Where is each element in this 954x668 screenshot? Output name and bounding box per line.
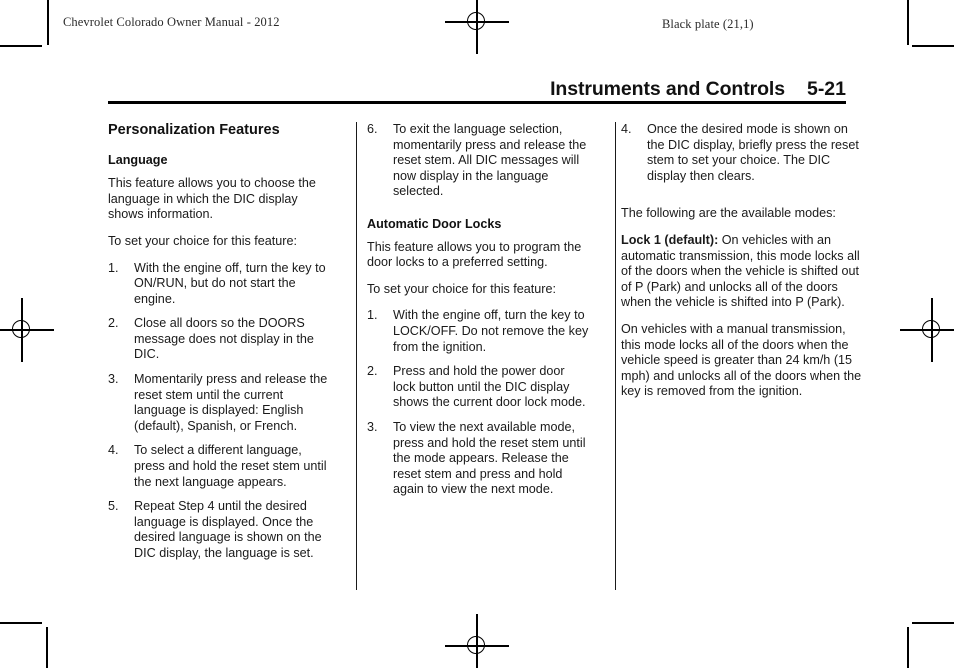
language-steps-continued-list <box>367 122 589 200</box>
list-item <box>108 372 330 434</box>
crop-mark-bottom-left-vertical <box>46 627 48 668</box>
list-item <box>367 308 589 355</box>
header-rule <box>108 101 846 104</box>
registration-mark-bottom-center <box>445 614 509 668</box>
mode-term-lock1: Lock 1 (default): <box>621 232 719 247</box>
chapter-header <box>108 78 846 101</box>
manual-transmission-note-paragraph: On vehicles with a manual transmission, this mode locks all of the doors when the vehicle speed is greater than 24 km/h (15 mph) and unlocks all of the doors when the key is removed from the ignition. <box>621 321 862 399</box>
body-columns <box>108 122 868 602</box>
list-item <box>108 261 330 308</box>
door-locks-intro-paragraph: This feature allows you to program the door locks to a preferred setting. <box>367 239 582 270</box>
list-item <box>621 122 867 184</box>
language-intro-paragraph: This feature allows you to choose the language in which the DIC display shows information. <box>108 176 316 222</box>
list-item <box>367 122 589 200</box>
step-number: 4. <box>621 122 632 136</box>
modes-lead-in-paragraph: The following are the available modes: <box>621 206 836 221</box>
language-lead-in-paragraph: To set your choice for this feature: <box>108 233 297 248</box>
chapter-title: Instruments and Controls <box>550 78 785 100</box>
list-item <box>108 443 330 490</box>
step-text: With the engine off, turn the key to LOCK/OFF. Do not remove the key from the ignition. <box>393 308 589 354</box>
mode-description-lock1: On vehicles with an automatic transmission, this mode locks all of the doors when the vehicle is shifted out of P (Park) and unlocks all of the doors when the vehicle is shifted into P (Park). <box>621 232 860 310</box>
running-head-plate-label: Black plate (21,1) <box>662 17 754 31</box>
registration-mark-right-middle <box>900 298 954 362</box>
step-text: Press and hold the power door lock button until the DIC display shows the current door lock mode. <box>393 364 586 410</box>
mode-lock1-paragraph <box>621 233 867 311</box>
door-locks-lead-in-paragraph: To set your choice for this feature: <box>367 281 556 296</box>
column-1 <box>108 122 330 573</box>
spacer <box>621 195 867 206</box>
crop-mark-top-left-vertical <box>47 0 49 45</box>
step-number: 2. <box>108 316 119 331</box>
door-locks-steps-continued-list <box>621 122 867 184</box>
list-item <box>367 364 589 411</box>
step-number: 1. <box>367 308 378 323</box>
list-item <box>108 316 330 363</box>
step-text: To view the next available mode, press and hold the reset stem until the mode appears. Release the reset stem and press and hold again to view the next mode. <box>393 420 586 497</box>
step-text: To exit the language selection, momentarily press and release the reset stem. All DIC messages will now display in the language selected. <box>393 122 587 199</box>
step-number: 3. <box>367 420 378 435</box>
language-steps-list <box>108 261 330 562</box>
step-number: 2. <box>367 364 378 379</box>
step-text: With the engine off, turn the key to ON/RUN, but do not start the engine. <box>134 260 326 306</box>
step-number: 1. <box>108 260 119 275</box>
step-text: Once the desired mode is shown on the DIC display, briefly press the reset stem to set your choice. The DIC display then clears. <box>647 122 859 183</box>
running-head-manual-title: Chevrolet Colorado Owner Manual - 2012 <box>63 15 280 29</box>
crop-mark-top-right-horizontal <box>912 45 954 47</box>
step-text: Momentarily press and release the reset stem until the current language is displayed: English (default), Spanish, or French. <box>134 372 328 433</box>
crop-mark-top-left-horizontal <box>0 45 42 47</box>
crop-mark-bottom-right-vertical <box>907 627 909 668</box>
registration-mark-top-center <box>445 0 509 54</box>
section-title-personalization-features: Personalization Features <box>108 122 280 138</box>
crop-mark-bottom-right-horizontal <box>912 622 954 624</box>
crop-mark-bottom-left-horizontal <box>0 622 42 624</box>
subsection-title-automatic-door-locks: Automatic Door Locks <box>367 216 502 231</box>
step-text: To select a different language, press and hold the reset stem until the next language appears. <box>134 443 327 489</box>
step-number: 4. <box>108 443 119 458</box>
list-item <box>367 420 589 498</box>
door-locks-steps-list <box>367 308 589 498</box>
step-number: 3. <box>108 372 119 387</box>
step-number: 6. <box>367 122 378 136</box>
subsection-title-language: Language <box>108 153 168 168</box>
step-text: Close all doors so the DOORS message does not display in the DIC. <box>134 316 314 362</box>
list-item <box>108 499 330 561</box>
registration-mark-left-middle <box>0 298 54 362</box>
column-3 <box>621 122 867 411</box>
step-text: Repeat Step 4 until the desired language is displayed. Once the desired language is shown on the DIC display, the language is set. <box>134 499 322 560</box>
crop-mark-top-right-vertical <box>907 0 909 45</box>
step-number: 5. <box>108 499 119 514</box>
column-2 <box>367 122 589 509</box>
page-number: 5-21 <box>806 78 846 100</box>
